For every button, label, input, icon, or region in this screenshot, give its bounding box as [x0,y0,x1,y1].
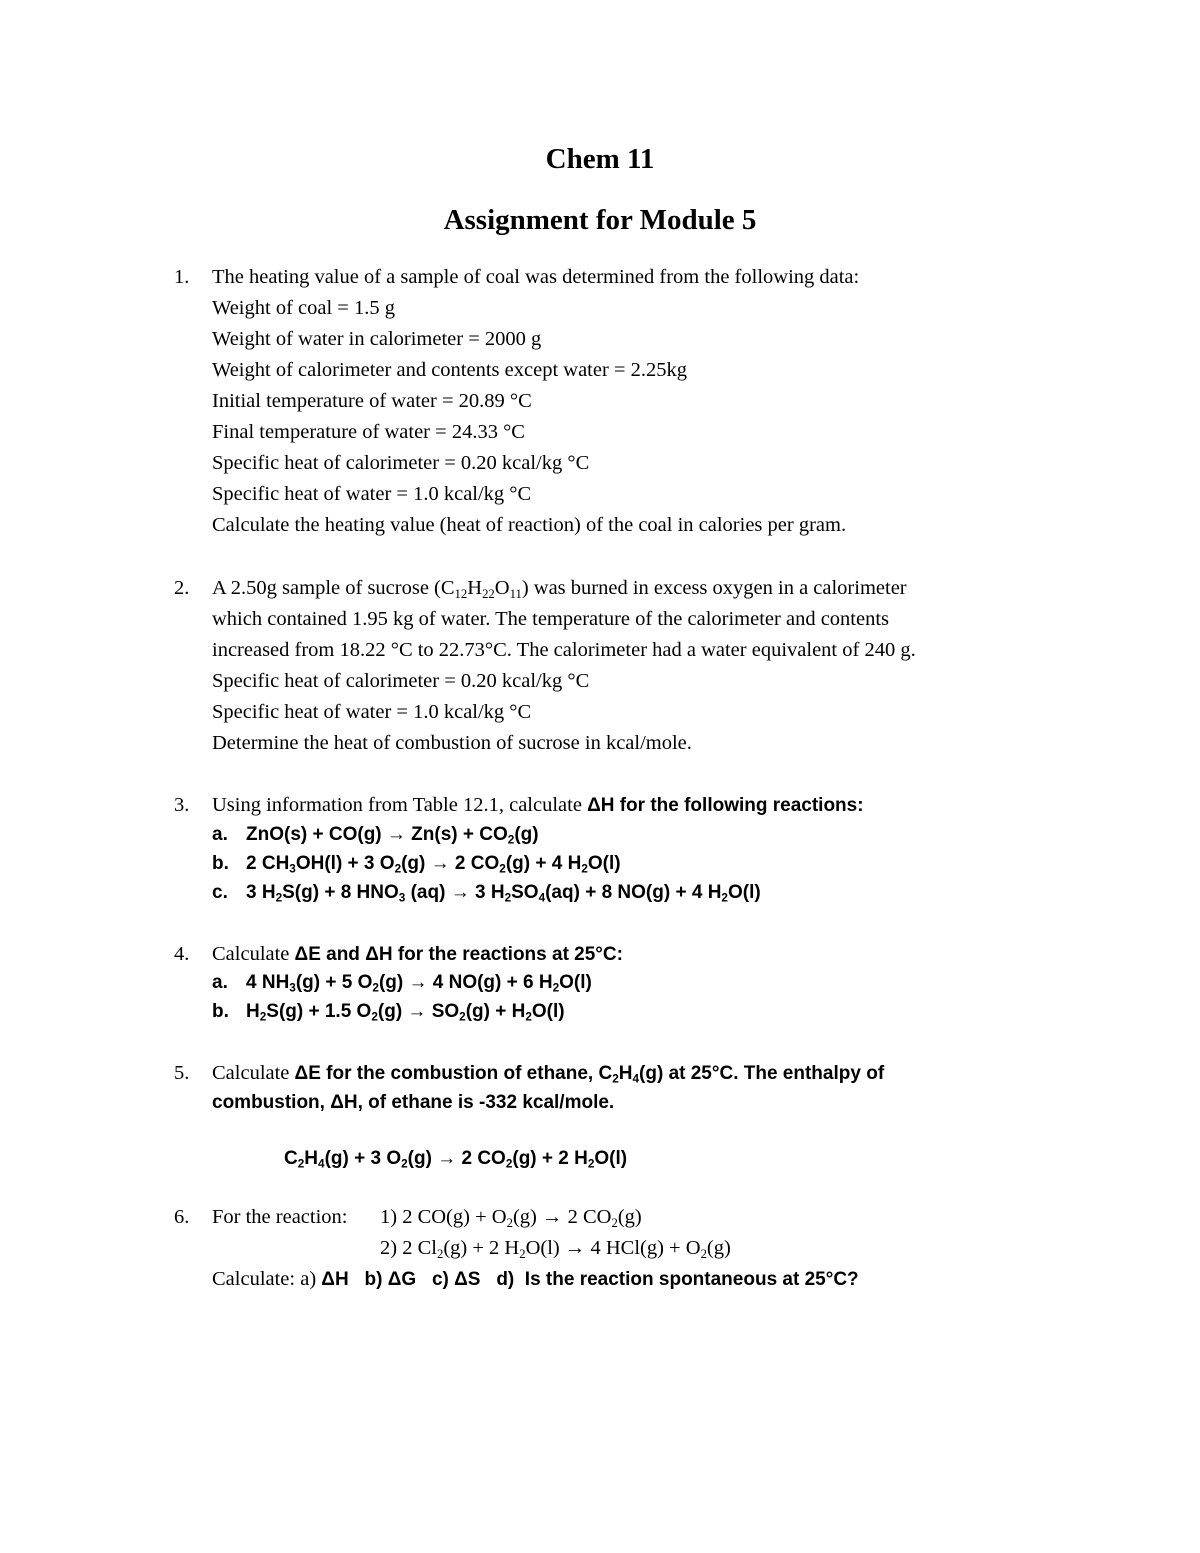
q1-number: 1. [174,266,190,288]
q2-number: 2. [174,577,190,599]
q1-data-line: Initial temperature of water = 20.89 °C [212,390,532,412]
q1-data-line: Weight of calorimeter and contents except water = 2.25kg [212,359,687,381]
q2-line-5: Specific heat of water = 1.0 kcal/kg °C [212,701,532,723]
q2-line-1: A 2.50g sample of sucrose $(C_{12}H_{22}O_{11})$ was burned in excess oxygen in a calorimeter [212,577,907,601]
q1-task: Calculate the heating value (heat of reaction) of the coal in calories per gram. [212,514,847,536]
q4-a-label: a. [212,972,228,993]
q2-line-3: increased from 18.22 °C to 22.73°C. The calorimeter had a water equivalent of 240 g. [212,639,916,661]
assignment-title: Assignment for Module 5 [443,204,757,236]
q1-data-line: Weight of water in calorimeter = 2000 g [212,328,542,350]
q3-c-equation: 3 $H_2S(g) + 8$ $HNO_3$ (aq) → 3 $H_2SO_4(aq) + 8$ NO(g) + 4 $H_2O(l)$ [246,882,761,905]
q4-b-equation: $H_2S(g) + 1.5$ $O_2(g) \to SO_2(g) + H_2O(l)$ [246,1001,565,1024]
q5-line-1: Calculate ΔE for the combustion of ethane, $C_2H_4(g)$ at 25°C. The enthalpy of [212,1062,885,1086]
q1-data-line: Specific heat of calorimeter = 0.20 kcal/kg °C [212,452,590,474]
q5-line-2: combustion, ΔH, of ethane is -332 kcal/mole. [212,1092,615,1113]
course-title: Chem 11 [545,143,655,175]
q6-reaction-1: 1) 2 $CO(g) + O_2(g) \to 2$ $CO_2(g)$ [380,1206,642,1230]
q3-c-label: c. [212,882,228,903]
q6-number: 6. [174,1206,190,1228]
q3-a-equation: $ZnO(s) + CO(g) \to Zn(s) + CO_2(g)$ [246,824,539,847]
q4-b-label: b. [212,1001,229,1022]
q4-number: 4. [174,943,190,965]
q6-reaction-2: 2) 2 $Cl_2(g) + 2$ $H_2O(l) \to 4$ $HCl(g) + O_2(g)$ [380,1237,731,1261]
q3-a-label: a. [212,824,228,845]
q5-number: 5. [174,1062,190,1084]
q4-a-equation: 4 $NH_3(g) + 5$ $O_2(g) \to 4$ NO(g) + 6 $H_2O(l)$ [246,972,592,995]
q6-task: Calculate: a) ΔH b) ΔG c) ΔS d) Is the reaction spontaneous at 25°C? [212,1268,859,1290]
q6-intro: For the reaction: [212,1206,348,1228]
q4-intro: Calculate ΔE and ΔH for the reactions at 25°C: [212,943,623,965]
q3-number: 3. [174,794,190,816]
q3-b-equation: 2 $CH_3OH(l) + 3$ $O_2(g) \to 2$ $CO_2(g) + 4$ $H_2O(l)$ [246,853,621,876]
q2-line-2: which contained 1.95 kg of water. The temperature of the calorimeter and contents [212,608,890,630]
q3-b-label: b. [212,853,229,874]
q2-task: Determine the heat of combustion of sucrose in kcal/mole. [212,732,692,754]
q1-intro: The heating value of a sample of coal was determined from the following data: [212,266,860,288]
q1-data-line: Specific heat of water = 1.0 kcal/kg °C [212,483,532,505]
q3-intro: Using information from Table 12.1, calculate ΔH for the following reactions: [212,794,864,816]
q5-equation: $C_2H_4(g) + 3$ $O_2(g) \to 2$ $CO_2(g) + 2$ $H_2O(l)$ [284,1148,628,1171]
q2-line-4: Specific heat of calorimeter = 0.20 kcal/kg °C [212,670,590,692]
q1-data-line: Weight of coal = 1.5 g [212,297,395,319]
q1-data-line: Final temperature of water = 24.33 °C [212,421,525,443]
